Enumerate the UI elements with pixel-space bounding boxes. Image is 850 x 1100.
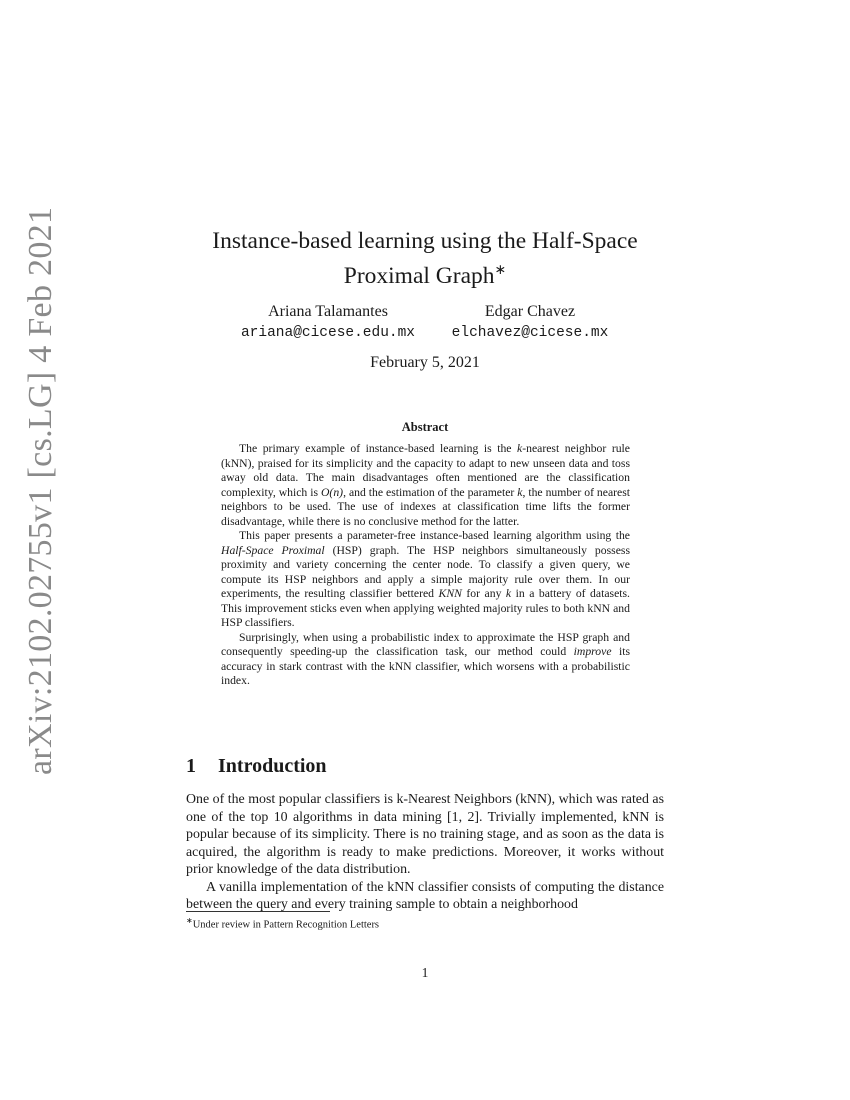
section-number: 1 xyxy=(186,755,196,777)
title-line-2-text: Proximal Graph xyxy=(343,262,495,289)
publication-date: February 5, 2021 xyxy=(370,354,480,371)
section-heading xyxy=(186,755,327,778)
author-name: Ariana Talamantes xyxy=(268,303,388,320)
body-paragraph: One of the most popular classifiers is k-Nearest Neighbors (kNN), which was rated as one of the top 10 algorithms in data mining [1, 2]. Trivially implemented, kNN is popular because of its simplicity. There is no training stage, and as soon as the data is acquired, the algorithm is ready to make predictions. Moreover, it works without prior knowledge of the data distribution. xyxy=(186,792,664,877)
introduction-body xyxy=(186,791,664,914)
author-email: elchavez@cicese.mx xyxy=(451,325,609,341)
footnote-divider xyxy=(186,911,330,912)
abstract-paragraph: Surprisingly, when using a probabilistic index to approximate the HSP graph and consequently speeding-up the classification task, our method could improve its accuracy in stark contrast with the kNN classifier, which worsens with a probabilistic index. xyxy=(221,630,631,687)
footnote xyxy=(186,916,379,931)
abstract-paragraph: This paper presents a parameter-free instance-based learning algorithm using the Half-Space Proximal (HSP) graph. The HSP neighbors simultaneously possess proximity and variety concerning the center node. To classify a given query, we compute its HSP neighbors and apply a simple majority rule over them. In our experiments, the resulting classifier bettered KNN for any k in a battery of datasets. This improvement sticks even when applying weighted majority rules to both kNN and HSP classifiers. xyxy=(221,529,631,629)
title-footnote-mark: ∗ xyxy=(494,263,507,278)
title-line-1: Instance-based learning using the Half-Space xyxy=(212,228,638,254)
arxiv-identifier: arXiv:2102.02755v1 [cs.LG] 4 Feb 2021 xyxy=(22,206,59,775)
footnote-text: Under review in Pattern Recognition Letters xyxy=(192,919,380,931)
section-title: Introduction xyxy=(218,755,327,777)
body-paragraph: A vanilla implementation of the kNN classifier consists of computing the distance between the query and every training sample to obtain a neighborhood xyxy=(186,879,664,912)
page-number: 1 xyxy=(421,965,429,980)
author-name: Edgar Chavez xyxy=(484,303,576,320)
paper-title xyxy=(130,226,720,291)
abstract-paragraph: The primary example of instance-based learning is the k-nearest neighbor rule (kNN), praised for its simplicity and the capacity to adapt to new unseen data and toss away old data. The main disadvantages often mentioned are the classification complexity, which is O(n), and the estimation of the parameter k, the number of nearest neighbors to be used. The use of indexes at classification time lifts the former disadvantage, while there is no conclusive method for the latter. xyxy=(221,442,631,528)
abstract-body xyxy=(221,442,630,689)
author-email: ariana@cicese.edu.mx xyxy=(240,325,416,341)
abstract-heading: Abstract xyxy=(401,420,449,434)
title-line-2 xyxy=(130,256,720,291)
footnote-mark: ∗ xyxy=(186,916,193,925)
author-block-1 xyxy=(228,302,428,343)
author-block-2 xyxy=(430,302,630,343)
